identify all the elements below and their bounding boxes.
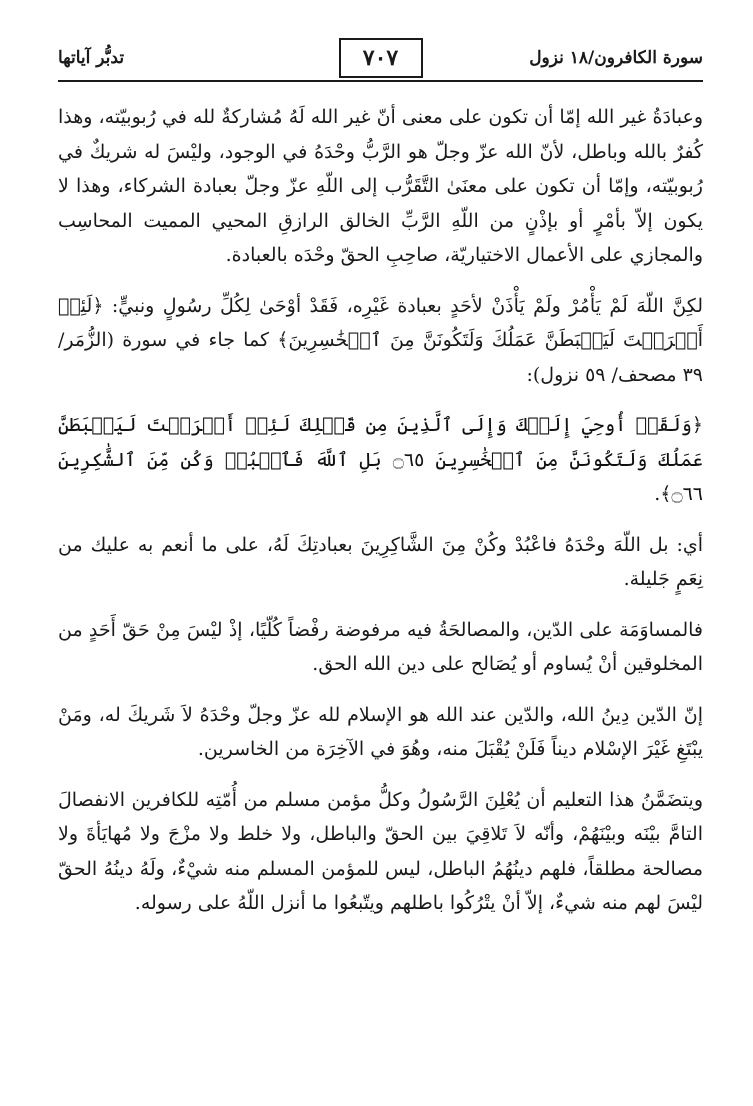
header-divider	[58, 80, 703, 82]
quran-verse-block: ﴿وَلَقَدۡ أُوحِيَ إِلَيۡكَ وَإِلَى ٱلَّذِينَ مِن قَبۡلِكَ لَئِنۡ أَشۡرَكۡتَ لَيَحۡبَطَنَّ عَمَلُكَ وَلَتَكُونَنَّ مِنَ ٱلۡخَٰسِرِينَ ۝٦٥ بَلِ ٱللَّهَ فَٱعۡبُدۡ وَكُن مِّنَ ٱلشَّٰكِرِينَ ۝٦٦﴾.	[58, 414, 703, 505]
surah-info: سورة الكافرون/١٨ نزول	[529, 48, 703, 68]
paragraph-worship-meaning: وعبادَةُ غير الله إمّا أن تكون على معنى أنّ غير الله لَهُ مُشاركةٌ لله في رُبوبيّته، وهذا كُفرٌ بالله وباطل، لأنّ الله عزّ وجلّ هو الرَّبُّ وحْدَهُ في الوجود، وليْسَ له شريكٌ في رُبوبيّته، وإمّا أن تكون على معنَىٰ التَّقَرُّب إلى اللّهِ عزّ وجلّ بعبادة الشركاء، وهذا لا يكون إلاّ بأمْرٍ أو بإذْنٍ من اللّهِ الرَّبِّ الخالق الرازقِ المحيي المميت المحاسِب والمجازي على الأعمال الاختياريّة، صاحِبِ الحقّ وحْدَه بالعبادة.	[58, 106, 703, 266]
page-header	[58, 38, 703, 82]
section-title: تدبُّر آياتها	[58, 48, 125, 68]
paragraph-no-permission: لكِنَّ اللّهَ لَمْ يَأْمُرْ ولَمْ يَأْذَنْ لأحَدٍ بعبادة غَيْرِه، فَقَدْ أوْحَىٰ لِكُلِّ رسُولٍ ونبيٍّ: ﴿لَئِنۡ أَشۡرَكۡتَ لَيَحۡبَطَنَّ عَمَلُكَ وَلَتَكُونَنَّ مِنَ ٱلۡخَٰسِرِينَ﴾ كما جاء في سورة (الزُّمَر/ ٣٩ مصحف/ ٥٩ نزول):	[58, 294, 703, 386]
paragraph-religion-of-allah: إنّ الدّين دِينُ الله، والدّين عند الله هو الإسلام لله عزّ وجلّ وحْدَهُ لاَ شَريكَ له، ومَنْ يبْتَغِ غَيْرَ الإسْلام ديناً فَلَنْ يُقْبَلَ منه، وهُوَ في الآخِرَة من الخاسرين.	[58, 703, 703, 760]
paragraph-no-compromise: فالمساوَمَة على الدّين، والمصالحَةُ فيه مرفوضة رفْضاً كُلّيًا، إذْ ليْسَ مِنْ حَقّ أَحَدٍ من المخلوقين أنْ يُساوم أو يُصَالح على دين الله الحق.	[58, 618, 703, 675]
paragraph-separation: ويتضَمَّنُ هذا التعليم أن يُعْلِنَ الرَّسُولُ وكلُّ مؤمن مسلم من أُمّتِه للكافرين الانفصالَ التامَّ بيْنَه وبيْنَهُمْ، وأنّه لاَ تَلاقِيَ بين الحقّ والباطل، ولا خلط ولا مزْجَ ولا مُهايَأةَ ولا مصالحة مطلقاً، فلهم دينُهُمُ الباطل، ليس للمؤمن المسلم منه شيْءٌ، ولَهُ دينُهُ الحقّ ليْسَ لهم منه شيءٌ، إلاّ أنْ يتْرُكُوا باطلهم ويتّبعُوا ما أنزل اللّهُ على رسوله.	[58, 788, 703, 914]
page-body	[58, 100, 703, 921]
paragraph-verse-explanation: أي: بل اللّهَ وحْدَهُ فاعْبُدْ وكُنْ مِنَ الشَّاكِرِينَ بعبادتِكَ لَهُ، على ما أنعم به عليك من نِعَمٍ جَليلة.	[58, 533, 703, 590]
page-number: ٧٠٧	[339, 38, 423, 78]
